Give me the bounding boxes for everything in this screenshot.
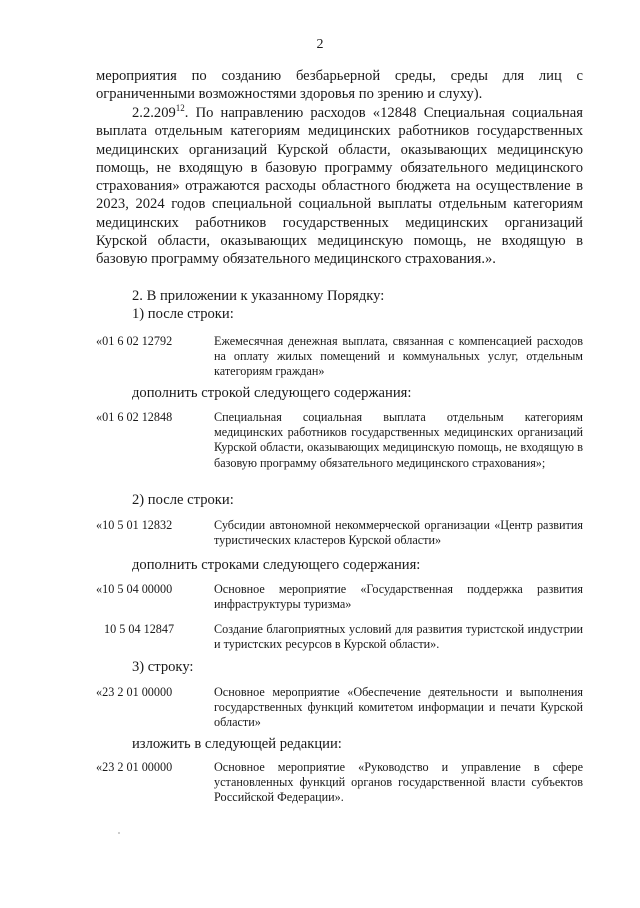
restate-instruction: изложить в следующей редакции: xyxy=(132,736,342,752)
budget-code: «01 6 02 12792 xyxy=(96,334,173,348)
budget-code-description: Специальная социальная выплата отдельным категориям медицинских работников государственных медицинских организаций Курской области, оказывающих медицинскую помощь, не входящую в базовую программу обязательного медицинского страхования»; xyxy=(214,410,583,470)
budget-code-description: Субсидии автономной некоммерческой организации «Центр развития туристических кластеров Курской области» xyxy=(214,518,583,548)
budget-code: «01 6 02 12848 xyxy=(96,410,173,424)
budget-code-description: Создание благоприятных условий для развития туристской индустрии и туристских ресурсов в Курской области». xyxy=(214,622,583,652)
subitem-3-heading: 3) строку: xyxy=(132,659,194,675)
budget-code-description: Основное мероприятие «Государственная поддержка развития инфраструктуры туризма» xyxy=(214,582,583,612)
budget-code-description: Ежемесячная денежная выплата, связанная с компенсацией расходов на оплату жилых помещений и коммунальных услуг, отдельным категориям граждан» xyxy=(214,334,583,379)
budget-code: «23 2 01 00000 xyxy=(96,685,173,699)
paragraph-number: 2.2.209 xyxy=(132,105,176,121)
footnote-superscript: 12 xyxy=(175,103,185,114)
paragraph-2-2-209 xyxy=(96,104,583,269)
budget-code: 10 5 04 12847 xyxy=(104,622,175,636)
budget-code: «10 5 04 00000 xyxy=(96,582,173,596)
scan-speck xyxy=(118,832,120,834)
budget-code: «10 5 01 12832 xyxy=(96,518,173,532)
budget-code-description: Основное мероприятие «Обеспечение деятельности и выполнения государственных функций комитетом информации и печати Курской области» xyxy=(214,685,583,730)
item-2-heading: 2. В приложении к указанному Порядку: xyxy=(132,288,385,304)
paragraph-text: . По направлению расходов «12848 Специальная социальная выплата отдельным категориям медицинских работников государственных медицинских организаций Курской области, оказывающих медицинскую помощь, не входящую в базовую программу обязательного медицинского страхования» отражаются расходы областного бюджета на осуществление в 2023, 2024 годов специальной социальной выплаты отдельным категориям медицинских работников государственных медицинских организаций Курской области, оказывающих медицинскую помощь, не входящую в базовую программу обязательного медицинского страхования.». xyxy=(96,105,583,268)
page-number: 2 xyxy=(316,37,324,52)
budget-code: «23 2 01 00000 xyxy=(96,760,173,774)
paragraph-continuation: мероприятия по созданию безбарьерной среды, среды для лиц с ограниченными возможностями здоровья по зрению и слуху). xyxy=(96,68,583,103)
subitem-1-heading: 1) после строки: xyxy=(132,306,234,322)
add-row-instruction: дополнить строкой следующего содержания: xyxy=(132,385,412,401)
budget-code-description: Основное мероприятие «Руководство и управление в сфере установленных функций органов государственной власти субъектов Российской Федерации». xyxy=(214,760,583,805)
subitem-2-heading: 2) после строки: xyxy=(132,492,234,508)
add-rows-instruction: дополнить строками следующего содержания: xyxy=(132,557,421,573)
